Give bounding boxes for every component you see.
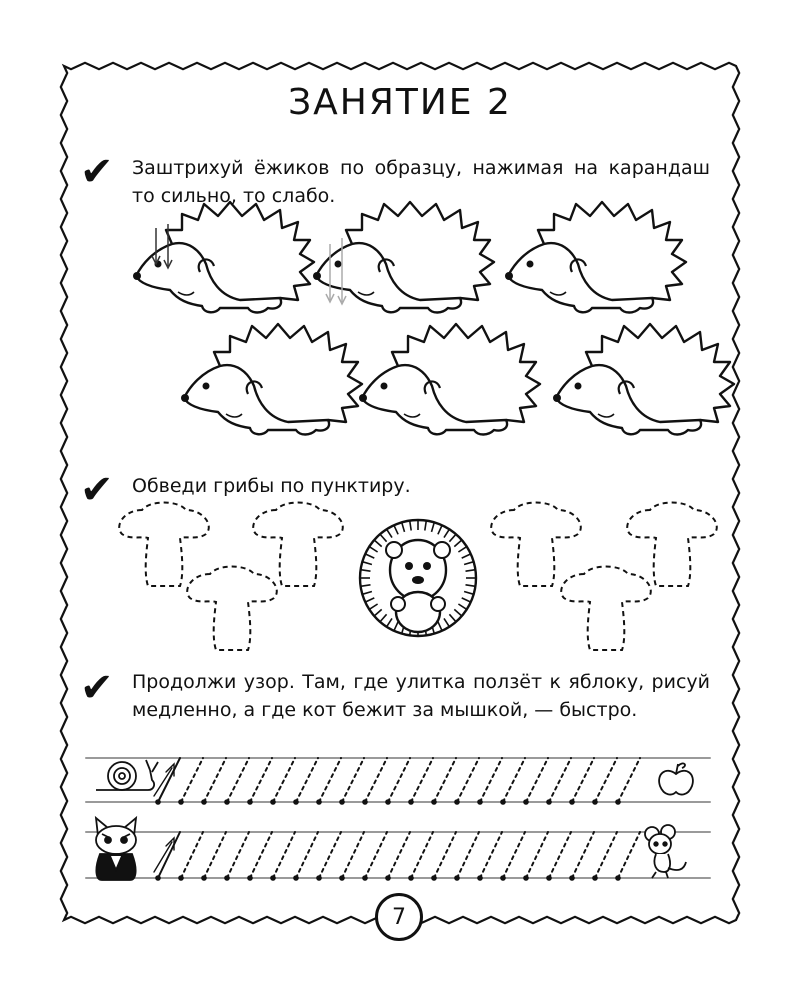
start-dot (569, 875, 575, 881)
trace-stroke (595, 832, 617, 878)
start-dot (569, 799, 575, 805)
trace-stroke (549, 758, 571, 802)
trace-stroke (411, 758, 433, 802)
trace-stroke (503, 758, 525, 802)
start-dot (546, 799, 552, 805)
start-dot (201, 799, 207, 805)
trace-stroke (319, 832, 341, 878)
start-dot (247, 799, 253, 805)
start-dot (431, 799, 437, 805)
start-dot (155, 875, 161, 881)
start-dot (270, 875, 276, 881)
start-dot (385, 799, 391, 805)
start-dot (592, 799, 598, 805)
trace-stroke (388, 832, 410, 878)
trace-stroke (158, 832, 180, 878)
trace-stroke (227, 832, 249, 878)
trace-stroke (342, 758, 364, 802)
trace-stroke (503, 832, 525, 878)
task-2-text: Обведи грибы по пунктиру. (132, 475, 411, 497)
trace-stroke (457, 832, 479, 878)
tracing-pattern-rows (86, 758, 710, 881)
trace-stroke (342, 832, 364, 878)
trace-stroke (273, 758, 295, 802)
mushroom-icon (561, 567, 651, 651)
start-dot (201, 875, 207, 881)
trace-stroke (572, 758, 594, 802)
task-1-text: Заштрихуй ёжиков по образцу, нажимая на карандаш то сильно, то слабо. (132, 157, 710, 207)
trace-stroke (526, 758, 548, 802)
trace-stroke (388, 758, 410, 802)
mushroom-icon (119, 503, 209, 587)
start-dot (178, 875, 184, 881)
trace-stroke (411, 832, 433, 878)
start-dot (477, 875, 483, 881)
start-dot (477, 799, 483, 805)
trace-stroke (204, 758, 226, 802)
snail-icon (96, 760, 158, 790)
trace-stroke (273, 832, 295, 878)
trace-stroke (480, 758, 502, 802)
hedgehog-icon (359, 324, 540, 435)
start-dot (454, 799, 460, 805)
cat-icon (96, 818, 136, 880)
start-dot (270, 799, 276, 805)
start-dot (339, 799, 345, 805)
start-dot (247, 875, 253, 881)
trace-stroke (526, 832, 548, 878)
start-dot (500, 875, 506, 881)
trace-stroke (572, 832, 594, 878)
trace-stroke (227, 758, 249, 802)
start-dot (408, 799, 414, 805)
start-dot (592, 875, 598, 881)
mushroom-icon (187, 567, 277, 651)
start-dot (293, 799, 299, 805)
trace-stroke (250, 832, 272, 878)
start-dot (385, 875, 391, 881)
trace-stroke (457, 758, 479, 802)
apple-icon (659, 763, 693, 794)
page-number: 7 (375, 893, 423, 941)
hedgehog-icon (553, 324, 734, 435)
checkmark-icon: ✔ (80, 149, 114, 195)
start-dot (546, 875, 552, 881)
checkmark-icon: ✔ (80, 467, 114, 513)
hedgehog-icon (181, 324, 362, 435)
trace-stroke (618, 758, 640, 802)
trace-stroke (158, 758, 180, 802)
trace-stroke (434, 758, 456, 802)
start-dot (408, 875, 414, 881)
checkmark-icon: ✔ (80, 665, 114, 711)
page-title: ЗАНЯТИЕ 2 (288, 82, 512, 123)
trace-stroke (204, 832, 226, 878)
start-dot (523, 799, 529, 805)
start-dot (362, 875, 368, 881)
mushroom-icon (627, 503, 717, 587)
trace-stroke (434, 832, 456, 878)
start-dot (224, 875, 230, 881)
mushroom-icon (491, 503, 581, 587)
start-dot (178, 799, 184, 805)
hedgehog-icon (313, 202, 494, 313)
start-dot (339, 875, 345, 881)
trace-stroke (365, 758, 387, 802)
start-dot (362, 799, 368, 805)
task-3-text: Продолжи узор. Там, где улитка ползёт к яблоку, рисуй медленно, а где кот бежит за мышкой, — быстро. (132, 671, 710, 721)
start-dot (155, 799, 161, 805)
hedgehog-icon (505, 202, 686, 313)
hedgehog-icon (360, 520, 476, 636)
start-dot (454, 875, 460, 881)
trace-stroke (296, 758, 318, 802)
start-dot (316, 799, 322, 805)
trace-stroke (296, 832, 318, 878)
start-dot (293, 875, 299, 881)
trace-stroke (618, 832, 640, 878)
start-dot (615, 799, 621, 805)
start-dot (316, 875, 322, 881)
start-dot (224, 799, 230, 805)
start-dot (500, 799, 506, 805)
trace-stroke (365, 832, 387, 878)
start-dot (615, 875, 621, 881)
mushroom-icon (253, 503, 343, 587)
start-dot (523, 875, 529, 881)
trace-stroke (181, 758, 203, 802)
trace-stroke (250, 758, 272, 802)
trace-stroke (181, 832, 203, 878)
trace-stroke (319, 758, 341, 802)
start-dot (431, 875, 437, 881)
trace-stroke (549, 832, 571, 878)
trace-stroke (480, 832, 502, 878)
trace-stroke (595, 758, 617, 802)
